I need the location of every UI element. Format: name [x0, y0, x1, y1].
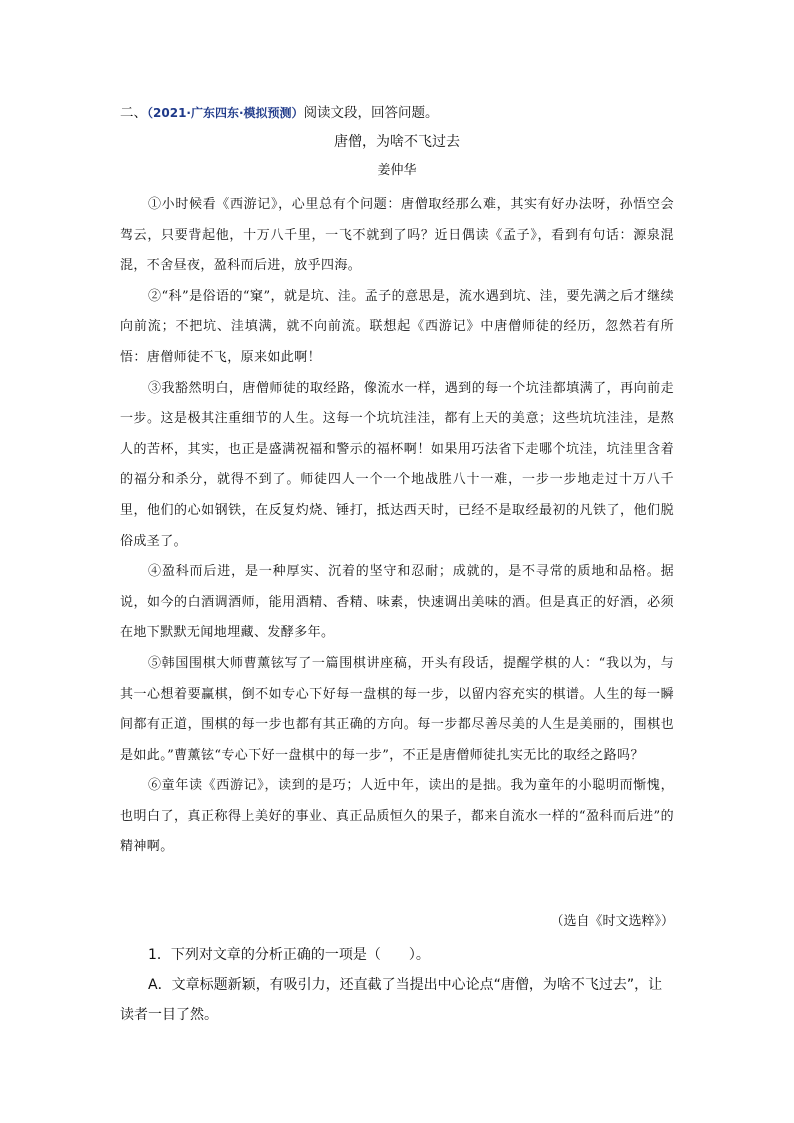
source-paren-open: （ [147, 106, 154, 120]
article-author: 姜仲华 [377, 163, 417, 178]
paragraph-2: ②“科”是俗语的“窠”，就是坑、洼。孟子的意思是，流水遇到坑、洼，要先满之后才继续向前流；不把坑、洼填满，就不向前流。联想起《西游记》中唐僧师徒的经历，忽然若有所悟：唐僧师徒不飞，原来如此啊！ [120, 288, 674, 365]
question-stem: 1．下列对文章的分析正确的一项是（ ）。 [148, 947, 430, 963]
question-header [120, 103, 680, 123]
article-title: 唐僧，为啥不飞过去 [334, 134, 460, 150]
paragraph-3: ③我豁然明白，唐僧师徒的取经路，像流水一样，遇到的每一个坑洼都填满了，再向前走一步。这是极其注重细节的人生。这每一个坑坑洼洼，都有上天的美意；这些坑坑洼洼，是熬人的苦杯，其实，也正是盛满祝福和警示的福杯啊！如果用巧法省下走哪个坑洼，坑洼里含着的福分和杀分，就得不到了。师徒四人一个一个地战胜八十一难，一步一步地走过十万八千里，他们的心如钢铁，在反复灼烧、锤打，抵达西天时，已经不是取经最初的凡铁了，他们脱俗成圣了。 [120, 380, 674, 549]
paragraph-1: ①小时候看《西游记》，心里总有个问题：唐僧取经那么难，其实有好办法呀，孙悟空会驾云，只要背起他，十万八千里，一飞不就到了吗？近日偶读《孟子》，看到有句话：源泉混混，不舍昼夜，盈科而后进，放乎四海。 [120, 197, 674, 274]
source-paren-close: ） [291, 106, 304, 120]
source-tag: 2021·广东四东·模拟预测 [153, 106, 292, 120]
paragraph-6: ⑥童年读《西游记》，读到的是巧；人近中年，读出的是拙。我为童年的小聪明而惭愧，也明白了，真正称得上美好的事业、真正品质恒久的果子，都来自流水一样的“盈科而后进”的精神啊。 [120, 778, 674, 855]
question-block [120, 940, 676, 1030]
question-number: 二、 [120, 105, 147, 121]
paragraph-5: ⑤韩国围棋大师曹薰铉写了一篇围棋讲座稿，开头有段话，提醒学棋的人：“我以为，与其一心想着要赢棋，倒不如专心下好每一盘棋的每一步，以留内容充实的棋谱。人生的每一瞬间都有正道，围棋的每一步也都有其正确的方向。每一步都尽善尽美的人生是美丽的，围棋也是如此。”曹薰铉“专心下好一盘棋中的每一步”，不正是唐僧师徒扎实无比的取经之路吗？ [120, 655, 674, 763]
paragraph-4: ④盈科而后进，是一种厚实、沉着的坚守和忍耐；成就的，是不寻常的质地和品格。据说，如今的白酒调酒师，能用酒精、香精、味素，快速调出美味的酒。但是真正的好酒，必须在地下默默无闻地埋藏、发酵多年。 [120, 564, 674, 641]
instruction-text: 阅读文段，回答问题。 [303, 105, 439, 121]
article-body [120, 190, 674, 863]
source-note: （选自《时文选粹》） [550, 914, 674, 929]
option-a: A．文章标题新颖，有吸引力，还直截了当提出中心论点“唐僧，为啥不飞过去”，让读者一目了然。 [120, 977, 663, 1023]
